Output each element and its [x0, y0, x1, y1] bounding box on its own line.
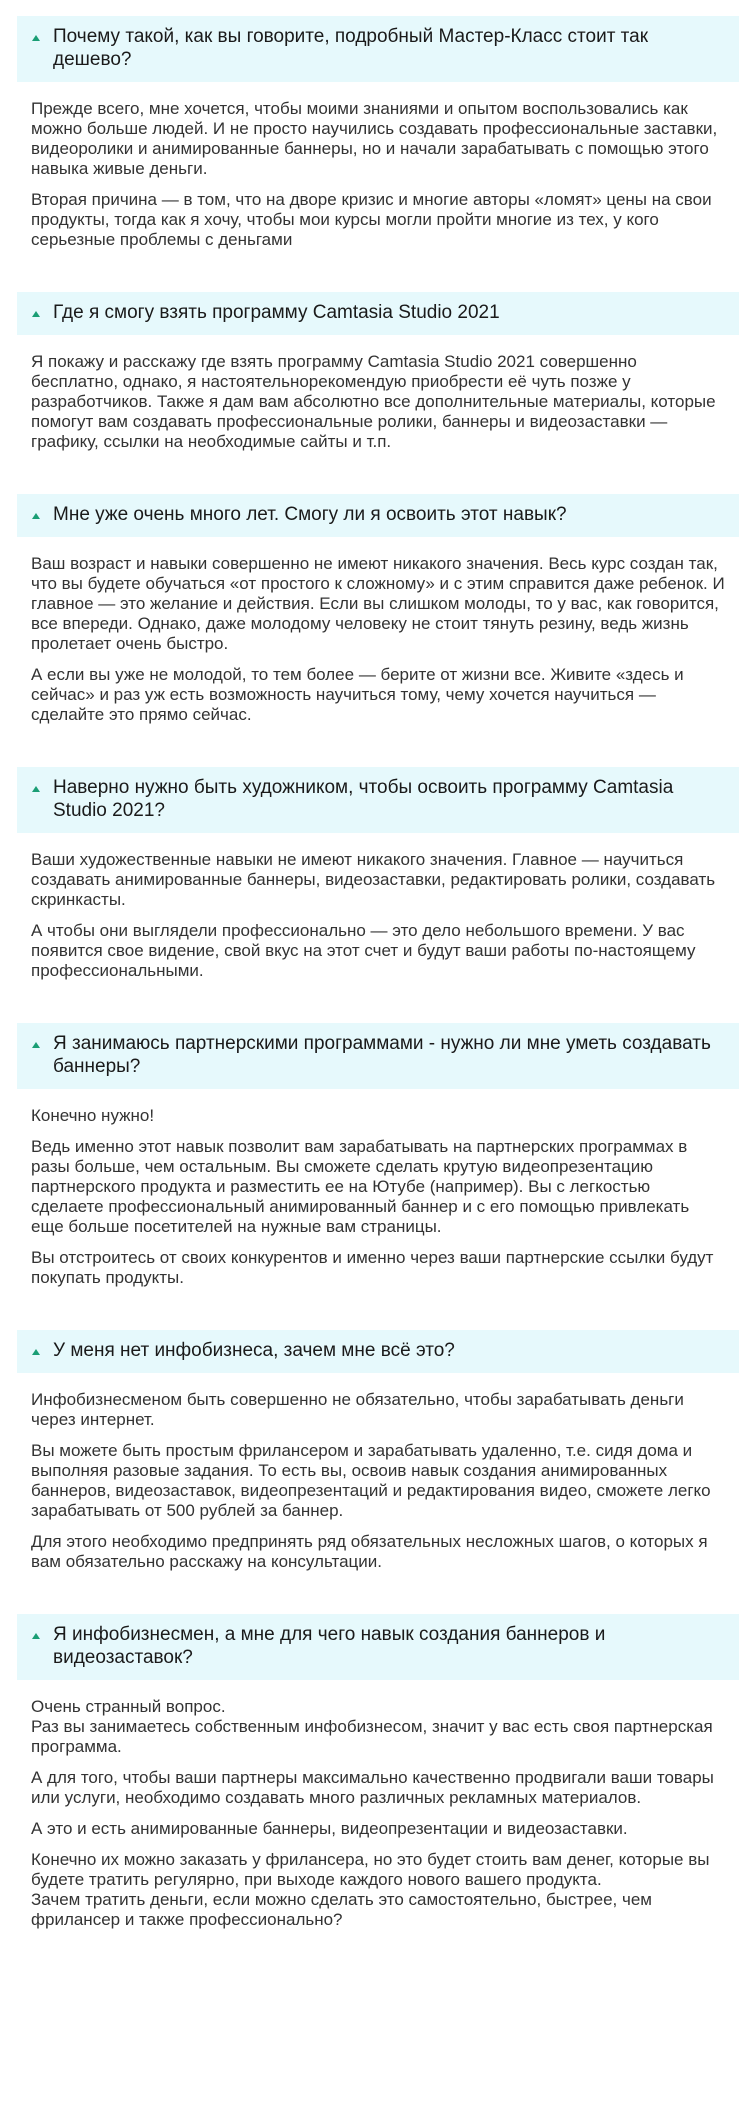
answer-paragraph: Вы отстроитесь от своих конкурентов и именно через ваши партнерские ссылки будут покупать продукты. — [31, 1248, 714, 1287]
faq-question-toggle[interactable] — [17, 1330, 739, 1373]
answer-paragraph: Прежде всего, мне хочется, чтобы моими знаниями и опытом воспользовались как можно больше людей. И не просто научились создавать профессиональные заставки, видеоролики и анимированные баннеры, но и начали зарабатывать с помощью этого навыка живые деньги. — [31, 99, 718, 178]
answer-paragraph: А если вы уже не молодой, то тем более — берите от жизни все. Живите «здесь и сейчас» и раз уж есть возможность научиться тому, чему хочется научиться — сделайте это прямо сейчас. — [31, 665, 684, 724]
caret-up-icon — [32, 311, 40, 317]
caret-up-icon — [32, 1633, 40, 1639]
faq-question: Наверно нужно быть художником, чтобы освоить программу Camtasia Studio 2021? — [53, 777, 674, 821]
faq-question: У меня нет инфобизнеса, зачем мне всё это? — [53, 1340, 455, 1361]
answer-paragraph: Ваши художественные навыки не имеют никакого значения. Главное — научиться создавать анимированные баннеры, видеозаставки, редактировать ролики, создавать скринкасты. — [31, 850, 716, 909]
answer-paragraph: Ваш возраст и навыки совершенно не имеют никакого значения. Весь курс создан так, что вы будете обучаться «от простого к сложному» и с этим справится даже ребенок. И главное — это желание и действия. Если вы слишком молоды, то у вас, как говорится, все впереди. Однако, даже молодому человеку не стоит тянуть резину, ведь жизнь пролетает очень быстро. — [31, 554, 725, 653]
caret-up-icon — [32, 35, 40, 41]
faq-question-toggle[interactable] — [17, 1614, 739, 1680]
faq-item — [17, 767, 739, 981]
answer-paragraph: А для того, чтобы ваши партнеры максимально качественно продвигали ваши товары или услуги, необходимо создавать много различных рекламных материалов. — [31, 1768, 714, 1807]
answer-paragraph: Конечно их можно заказать у фрилансера, но это будет стоить вам денег, которые вы будете тратить регулярно, при выходе каждого нового вашего продукта. Зачем тратить деньги, если можно сделать это самостоятельно, быстрее, чем фрилансер и также профессионально? — [31, 1850, 710, 1929]
faq-answer — [17, 833, 739, 981]
faq-item — [17, 1614, 739, 1930]
faq-question-toggle[interactable] — [17, 494, 739, 537]
faq-answer — [17, 537, 739, 725]
caret-up-icon — [32, 513, 40, 519]
faq-item — [17, 292, 739, 452]
faq-question-toggle[interactable] — [17, 767, 739, 833]
faq-item — [17, 1023, 739, 1288]
faq-question-toggle[interactable] — [17, 292, 739, 335]
answer-paragraph: Инфобизнесменом быть совершенно не обязательно, чтобы зарабатывать деньги через интернет. — [31, 1390, 684, 1429]
faq-question: Где я смогу взять программу Camtasia Studio 2021 — [53, 302, 500, 323]
caret-up-icon — [32, 1349, 40, 1355]
faq-answer — [17, 1680, 739, 1930]
answer-paragraph: А это и есть анимированные баннеры, видеопрезентации и видеозаставки. — [31, 1819, 628, 1838]
answer-paragraph: Для этого необходимо предпринять ряд обязательных несложных шагов, о которых я вам обязательно расскажу на консультации. — [31, 1532, 708, 1571]
faq-question-toggle[interactable] — [17, 1023, 739, 1089]
faq-item — [17, 1330, 739, 1572]
answer-paragraph: Ведь именно этот навык позволит вам зарабатывать на партнерских программах в разы больше, чем остальным. Вы сможете сделать крутую видеопрезентацию партнерского продукта и разместить ее на Ютубе (например). Вы с легкостью сделаете профессиональный анимированный баннер и с его помощью привлекать еще больше посетителей на нужные вам страницы. — [31, 1137, 690, 1236]
faq-answer — [17, 1089, 739, 1288]
faq-question: Мне уже очень много лет. Смогу ли я освоить этот навык? — [53, 504, 567, 525]
faq-question: Я занимаюсь партнерскими программами - нужно ли мне уметь создавать баннеры? — [53, 1033, 711, 1077]
faq-answer — [17, 335, 739, 452]
faq-question-toggle[interactable] — [17, 16, 739, 82]
answer-paragraph: Очень странный вопрос. Раз вы занимаетесь собственным инфобизнесом, значит у вас есть своя партнерская программа. — [31, 1697, 713, 1756]
faq-item — [17, 16, 739, 250]
faq-answer — [17, 82, 739, 250]
answer-paragraph: Конечно нужно! — [31, 1106, 155, 1125]
caret-up-icon — [32, 1042, 40, 1048]
faq-item — [17, 494, 739, 725]
answer-paragraph: Вы можете быть простым фрилансером и зарабатывать удаленно, т.е. сидя дома и выполняя разовые задания. То есть вы, освоив навык создания анимированных баннеров, видеозаставок, видеопрезентаций и редактирования видео, сможете легко зарабатывать от 500 рублей за баннер. — [31, 1441, 711, 1520]
faq-answer — [17, 1373, 739, 1572]
answer-paragraph: Я покажу и расскажу где взять программу Camtasia Studio 2021 совершенно бесплатно, однако, я настоятельнорекомендую приобрести её чуть позже у разработчиков. Также я дам вам абсолютно все дополнительные материалы, которые помогут вам создавать профессиональные ролики, баннеры и видеозаставки — графику, ссылки на необходимые сайты и т.п. — [31, 352, 716, 451]
faq-question: Почему такой, как вы говорите, подробный Мастер-Класс стоит так дешево? — [53, 26, 649, 70]
answer-paragraph: А чтобы они выглядели профессионально — это дело небольшого времени. У вас появится свое видение, свой вкус на этот счет и будут ваши работы по-настоящему профессиональными. — [31, 921, 696, 980]
faq-question: Я инфобизнесмен, а мне для чего навык создания баннеров и видеозаставок? — [53, 1624, 606, 1668]
answer-paragraph: Вторая причина — в том, что на дворе кризис и многие авторы «ломят» цены на свои продукты, тогда как я хочу, чтобы мои курсы могли пройти многие из тех, у кого серьезные проблемы с деньгами — [31, 190, 712, 249]
caret-up-icon — [32, 786, 40, 792]
